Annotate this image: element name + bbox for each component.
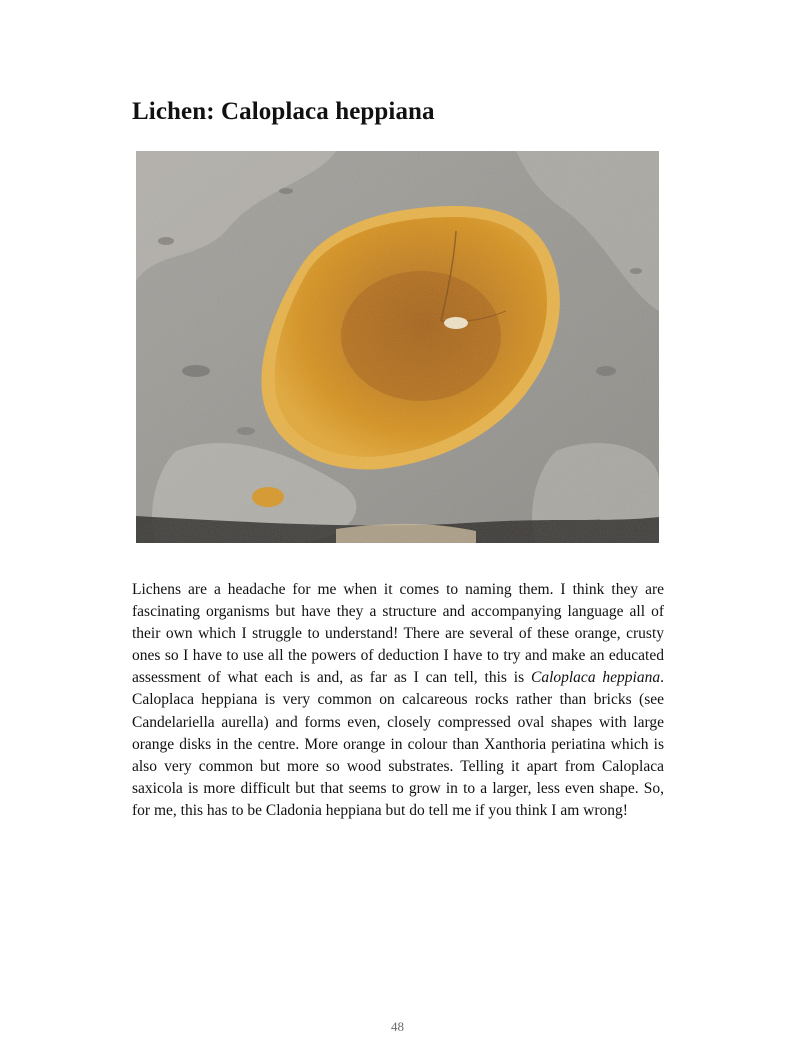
body-paragraph: [132, 579, 664, 822]
lichen-photo: [136, 151, 659, 543]
body-text-rest: . Caloplaca heppiana is very common on calcareous rocks rather than bricks (see Candelariella aurella) and forms even, closely compressed oval shapes with large orange disks in the centre. More orange in colour than Xanthoria periatina which is also very common but more so wood substrates. Telling it apart from Caloplaca saxicola is more difficult but that seems to grow in to a larger, less even shape. So, for me, this has to be Cladonia heppiana but do tell me if you think I am wrong!: [132, 669, 664, 819]
body-text-start: Lichens are a headache for me when it comes to naming them. I think they are fascinating organisms but have they a structure and accompanying language all of their own which I struggle to understand! There are several of these orange, crusty ones so I have to use all the powers of deduction I have to try and make an educated assessment of what each is and, as far as I can tell, this is: [132, 581, 664, 687]
species-name-italic: Caloplaca heppiana: [530, 669, 661, 687]
page-title: Lichen: Caloplaca heppiana: [132, 98, 435, 125]
photo-grain: [136, 151, 659, 543]
page-number: 48: [391, 1019, 404, 1034]
